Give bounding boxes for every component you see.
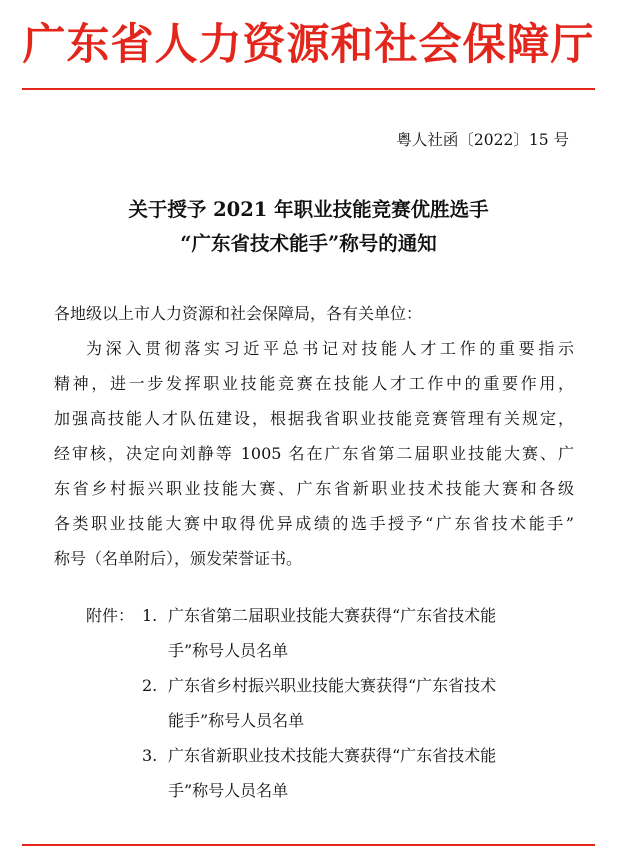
attachment-title-line: 手”称号人员名单 <box>168 781 289 800</box>
body-paragraph-line: 称号（名单附后），颁发荣誉证书。 <box>54 549 303 568</box>
attachment-title-line: 手”称号人员名单 <box>168 641 289 660</box>
notice-title-line-1: 关于授予 2021 年职业技能竞赛优胜选手 <box>128 198 489 221</box>
document-number: 粤人社函〔2022〕15 号 <box>396 131 569 149</box>
body-paragraph-line: 东省乡村振兴职业技能大赛、广东省新职业技术技能大赛和各级 <box>54 479 574 498</box>
salutation: 各地级以上市人力资源和社会保障局，各有关单位： <box>54 304 423 323</box>
attachment-number: 2. <box>142 676 158 695</box>
attachment-title-line: 能手”称号人员名单 <box>168 711 305 730</box>
body-paragraph-line: 精神，进一步发挥职业技能竞赛在技能人才工作中的重要作用， <box>54 374 574 393</box>
attachment-title-line: 广东省乡村振兴职业技能大赛获得“广东省技术 <box>168 676 497 695</box>
attachment-number: 3. <box>142 746 158 765</box>
attachment-number: 1. <box>142 606 158 625</box>
letterhead-red-rule <box>22 88 595 90</box>
attachment-title-line: 广东省新职业技术技能大赛获得“广东省技术能 <box>168 746 497 765</box>
body-paragraph-line: 经审核，决定向刘静等 1005 名在广东省第二届职业技能大赛、广 <box>54 444 574 463</box>
notice-title-line-2: “广东省技术能手”称号的通知 <box>180 232 437 255</box>
letterhead-title: 广东省人力资源和社会保障厅 <box>22 20 595 70</box>
body-paragraph-line: 加强高技能人才队伍建设，根据我省职业技能竞赛管理有关规定， <box>54 409 574 428</box>
attachments-label: 附件： <box>86 606 135 625</box>
body-paragraph-line: 各类职业技能大赛中取得优异成绩的选手授予“广东省技术能手” <box>54 514 574 533</box>
body-paragraph-line: 为深入贯彻落实习近平总书记对技能人才工作的重要指示 <box>86 339 574 358</box>
footer-red-rule <box>22 844 595 846</box>
attachment-title-line: 广东省第二届职业技能大赛获得“广东省技术能 <box>168 606 497 625</box>
